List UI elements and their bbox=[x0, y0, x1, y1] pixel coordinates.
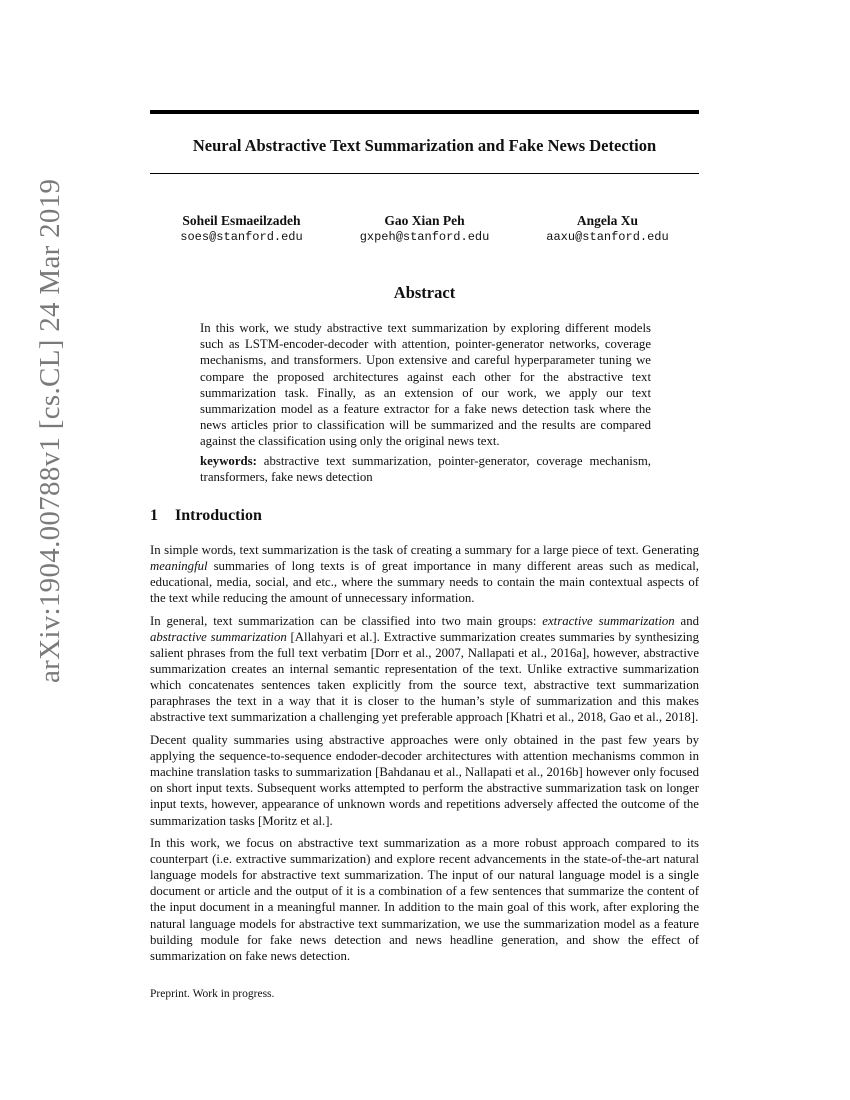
text-run: In general, text summarization can be classified into two main groups: bbox=[150, 613, 543, 628]
abstract-heading: Abstract bbox=[393, 283, 456, 302]
text-run: In simple words, text summarization is the task of creating a summary for a large piece of text. Generating bbox=[150, 543, 699, 557]
author-email: gxpeh@stanford.edu bbox=[359, 230, 490, 244]
author-list bbox=[150, 212, 699, 246]
emphasis: extractive summarization bbox=[542, 613, 675, 628]
text-run: summaries of long texts is of great importance in many different areas such as medical, educational, media, social, and etc., where the summary needs to contain the main contextual aspects of the text while reducing the amount of unnecessary information. bbox=[150, 559, 699, 606]
author-2 bbox=[333, 212, 516, 246]
title-top-rule bbox=[150, 110, 699, 114]
paragraph-2 bbox=[150, 613, 699, 726]
author-name: Soheil Esmaeilzadeh bbox=[182, 213, 301, 228]
paper-title: Neural Abstractive Text Summarization and Fake News Detection bbox=[192, 136, 657, 155]
paragraph-4: In this work, we focus on abstractive text summarization as a more robust approach compared to its counterpart (i.e. extractive summarization) and explore recent advancements in the state-of-the-art natural language models for abstractive text summarization. The input of our natural language model is a single document or article and the output of it is a combination of a few sentences that summarize the content of the input document in a meaningful manner. In addition to the main goal of this work, after exploring the natural language models for abstractive text summarization, we use the summarization model as a feature building module for fake news detection and news headline generation, and show the effect of summarization on fake news detection. bbox=[150, 836, 699, 963]
abstract-body bbox=[200, 320, 651, 485]
text-run: [Allahyari et al.]. Extractive summarization creates summaries by synthesizing salient phrases from the full text verbatim [Dorr et al., 2007, Nallapati et al., 2016a], however, abstractive summarization creates an internal semantic representation of the text. Unlike extractive summarization which concatenates sentences taken explicitly from the source text, abstractive text summarization paraphrases the text in a way that it is closer to the human’s style of summarization and this makes abstractive text summarization a challenging yet preferable approach [Khatri et al., 2018, Gao et al., 2018]. bbox=[150, 629, 699, 725]
keywords bbox=[200, 453, 651, 485]
title-bottom-rule bbox=[150, 173, 699, 174]
text-run: and bbox=[674, 613, 699, 628]
section-number: 1 bbox=[150, 507, 158, 524]
paragraph-1 bbox=[150, 542, 699, 606]
keywords-label: keywords: bbox=[200, 453, 257, 468]
emphasis: meaningful bbox=[150, 559, 208, 574]
section-heading bbox=[150, 507, 262, 525]
section-title: Introduction bbox=[175, 507, 262, 524]
section-body bbox=[150, 542, 699, 970]
keywords-text: abstractive text summarization, pointer-generator, coverage mechanism, transformers, fake news detection bbox=[200, 453, 651, 484]
author-3 bbox=[516, 212, 699, 246]
author-email: aaxu@stanford.edu bbox=[546, 230, 669, 244]
author-1 bbox=[150, 212, 333, 246]
author-name: Angela Xu bbox=[576, 213, 639, 228]
footnote: Preprint. Work in progress. bbox=[150, 988, 275, 1000]
emphasis: abstractive summarization bbox=[150, 629, 287, 644]
paragraph-3: Decent quality summaries using abstractive approaches were only obtained in the past few years by applying the sequence-to-sequence endoder-decoder architectures with attention mechanisms common in machine translation tasks to summarization [Bahdanau et al., Nallapati et al., 2016b] however only focused on short input texts. Subsequent works attempted to perform the abstractive summarization task on longer input texts, however, appearance of unknown words and repetitions adversely affected the outcome of the summarization tasks [Moritz et al.]. bbox=[150, 733, 699, 828]
author-name: Gao Xian Peh bbox=[384, 213, 465, 228]
abstract-text: In this work, we study abstractive text summarization by exploring different models such as LSTM-encoder-decoder with attention, pointer-generator networks, coverage mechanisms, and transformers. Upon extensive and careful hyperparameter tuning we compare the proposed architectures against each other for the abstractive text summarization task. Finally, as an extension of our work, we apply our text summarization model as a feature extractor for a fake news detection task where the news articles prior to classification will be summarized and the results are compared against the classification using only the original news text. bbox=[200, 321, 651, 449]
arxiv-identifier: arXiv:1904.00788v1 [cs.CL] 24 Mar 2019 bbox=[34, 178, 66, 683]
author-email: soes@stanford.edu bbox=[180, 230, 303, 244]
